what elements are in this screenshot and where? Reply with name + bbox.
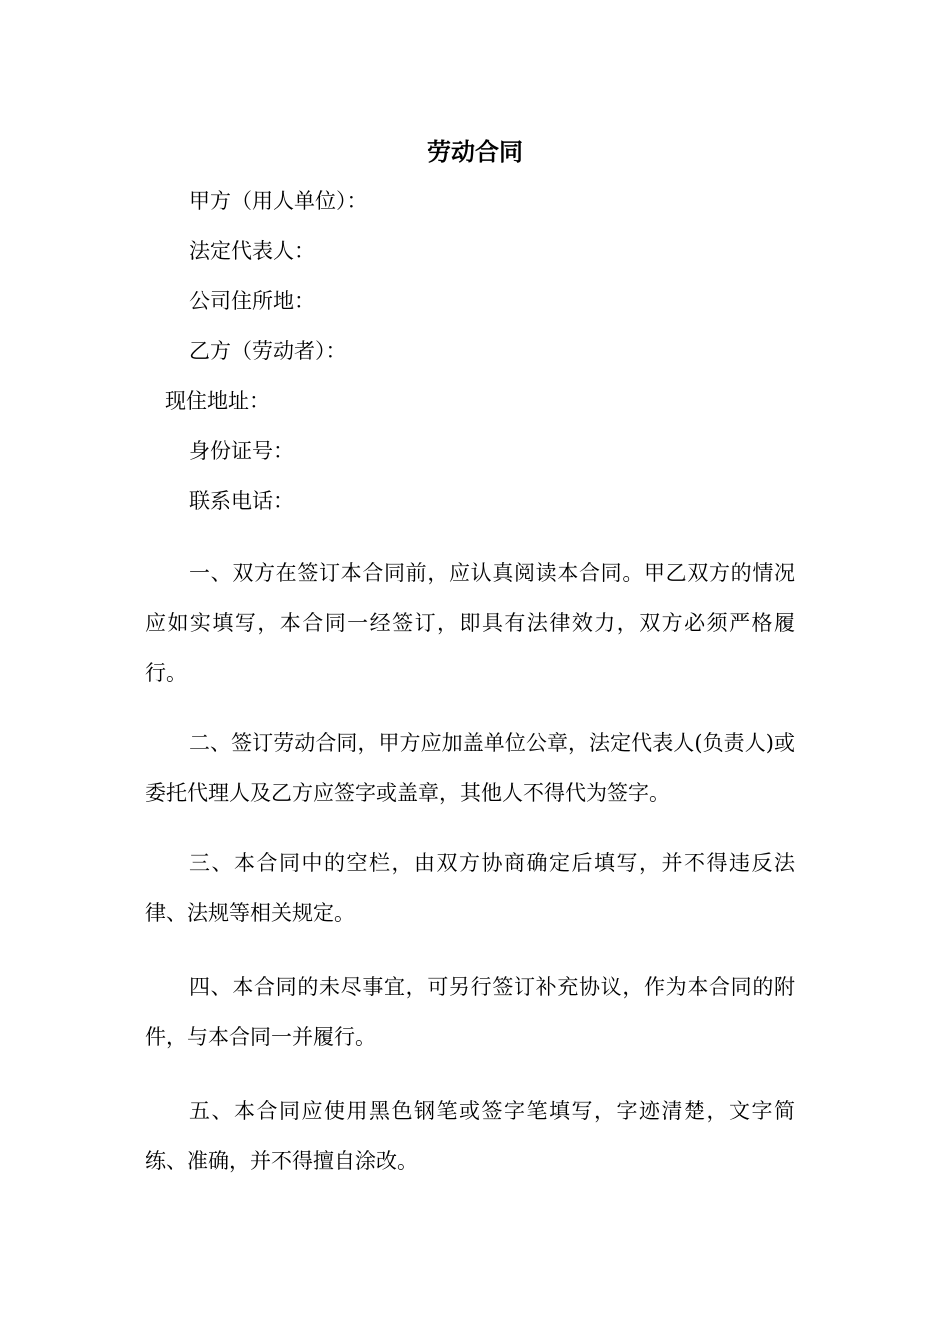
- clause-3: 三、本合同中的空栏，由双方协商确定后填写，并不得违反法律、法规等相关规定。: [145, 851, 795, 925]
- clause-1: 一、双方在签订本合同前，应认真阅读本合同。甲乙双方的情况应如实填写，本合同一经签订，即具有法律效力，双方必须严格履行。: [145, 561, 795, 685]
- field-legal-representative: 法定代表人：: [189, 239, 315, 263]
- field-employee: 乙方（劳动者）：: [189, 339, 347, 363]
- field-current-address: 现住地址：: [165, 389, 270, 413]
- clause-4: 四、本合同的未尽事宜，可另行签订补充协议，作为本合同的附件，与本合同一并履行。: [145, 975, 795, 1049]
- field-phone: 联系电话：: [189, 489, 294, 513]
- clause-2: 二、签订劳动合同，甲方应加盖单位公章，法定代表人(负责人)或委托代理人及乙方应签字或盖章，其他人不得代为签字。: [145, 731, 795, 805]
- field-employer: 甲方（用人单位）：: [189, 189, 368, 213]
- field-id-number: 身份证号：: [189, 439, 294, 463]
- clause-5: 五、本合同应使用黑色钢笔或签字笔填写，字迹清楚，文字简练、准确，并不得擅自涂改。: [145, 1099, 795, 1173]
- document-title: 劳动合同: [427, 137, 523, 166]
- field-company-address: 公司住所地：: [189, 289, 315, 313]
